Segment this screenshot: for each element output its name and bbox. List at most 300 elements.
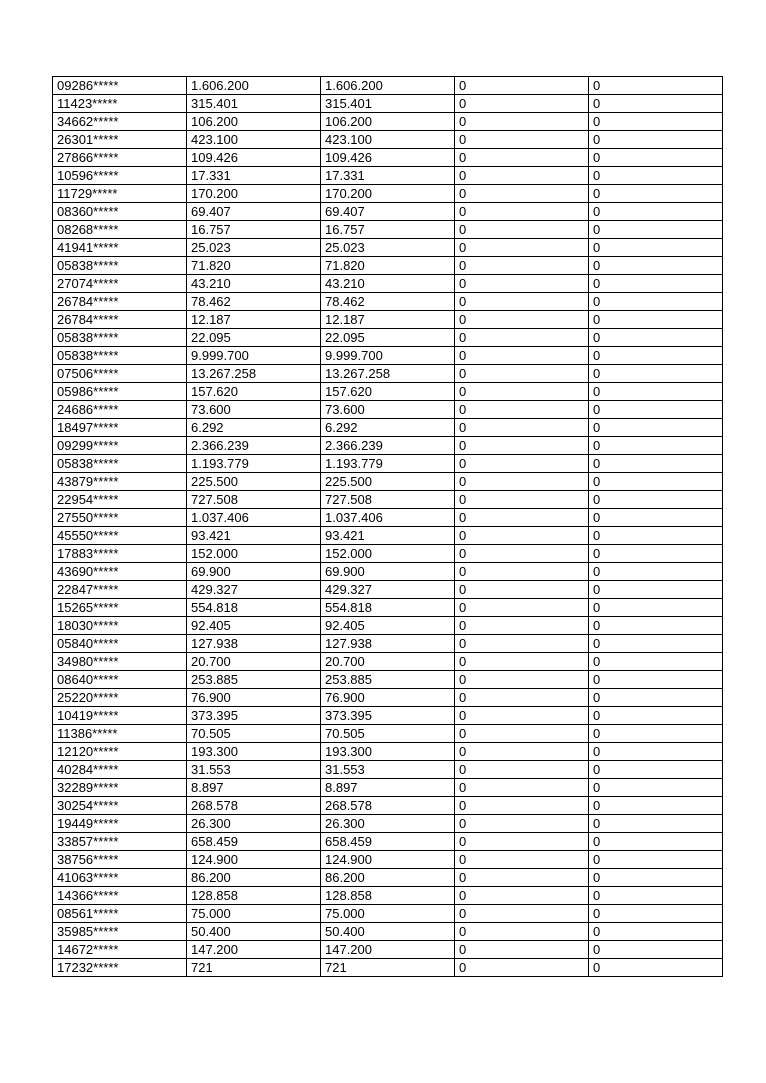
table-row xyxy=(53,617,723,635)
id-cell: 19449***** xyxy=(53,815,187,833)
id-cell: 26301***** xyxy=(53,131,187,149)
amount-cell: 76.900 xyxy=(187,689,321,707)
amount-cell: 93.421 xyxy=(187,527,321,545)
zero-cell-a: 0 xyxy=(455,581,589,599)
amount-repeat-cell: 20.700 xyxy=(321,653,455,671)
zero-cell-b: 0 xyxy=(589,437,723,455)
id-cell: 27866***** xyxy=(53,149,187,167)
amount-cell: 152.000 xyxy=(187,545,321,563)
amount-cell: 147.200 xyxy=(187,941,321,959)
zero-cell-b: 0 xyxy=(589,257,723,275)
amount-repeat-cell: 31.553 xyxy=(321,761,455,779)
amount-cell: 8.897 xyxy=(187,779,321,797)
id-cell: 12120***** xyxy=(53,743,187,761)
zero-cell-b: 0 xyxy=(589,95,723,113)
zero-cell-b: 0 xyxy=(589,545,723,563)
table-row xyxy=(53,887,723,905)
table-row xyxy=(53,419,723,437)
zero-cell-a: 0 xyxy=(455,221,589,239)
zero-cell-b: 0 xyxy=(589,113,723,131)
id-cell: 18030***** xyxy=(53,617,187,635)
amount-repeat-cell: 25.023 xyxy=(321,239,455,257)
zero-cell-b: 0 xyxy=(589,293,723,311)
zero-cell-a: 0 xyxy=(455,239,589,257)
zero-cell-b: 0 xyxy=(589,869,723,887)
zero-cell-a: 0 xyxy=(455,437,589,455)
amount-cell: 31.553 xyxy=(187,761,321,779)
zero-cell-b: 0 xyxy=(589,959,723,977)
zero-cell-b: 0 xyxy=(589,779,723,797)
id-cell: 41941***** xyxy=(53,239,187,257)
zero-cell-a: 0 xyxy=(455,491,589,509)
amount-cell: 124.900 xyxy=(187,851,321,869)
id-cell: 05986***** xyxy=(53,383,187,401)
id-cell: 07506***** xyxy=(53,365,187,383)
zero-cell-b: 0 xyxy=(589,167,723,185)
amount-cell: 22.095 xyxy=(187,329,321,347)
id-cell: 11423***** xyxy=(53,95,187,113)
zero-cell-a: 0 xyxy=(455,545,589,563)
zero-cell-a: 0 xyxy=(455,527,589,545)
zero-cell-a: 0 xyxy=(455,509,589,527)
table-row xyxy=(53,221,723,239)
zero-cell-a: 0 xyxy=(455,203,589,221)
amount-repeat-cell: 92.405 xyxy=(321,617,455,635)
amount-cell: 25.023 xyxy=(187,239,321,257)
zero-cell-b: 0 xyxy=(589,743,723,761)
zero-cell-b: 0 xyxy=(589,725,723,743)
zero-cell-a: 0 xyxy=(455,941,589,959)
zero-cell-a: 0 xyxy=(455,293,589,311)
table-row xyxy=(53,293,723,311)
zero-cell-b: 0 xyxy=(589,401,723,419)
id-cell: 32289***** xyxy=(53,779,187,797)
id-cell: 18497***** xyxy=(53,419,187,437)
amount-repeat-cell: 225.500 xyxy=(321,473,455,491)
id-cell: 30254***** xyxy=(53,797,187,815)
zero-cell-b: 0 xyxy=(589,491,723,509)
zero-cell-b: 0 xyxy=(589,365,723,383)
zero-cell-b: 0 xyxy=(589,941,723,959)
id-cell: 17232***** xyxy=(53,959,187,977)
zero-cell-a: 0 xyxy=(455,311,589,329)
amount-repeat-cell: 70.505 xyxy=(321,725,455,743)
amount-repeat-cell: 69.900 xyxy=(321,563,455,581)
amount-repeat-cell: 157.620 xyxy=(321,383,455,401)
amount-repeat-cell: 16.757 xyxy=(321,221,455,239)
table-row xyxy=(53,401,723,419)
amount-cell: 86.200 xyxy=(187,869,321,887)
zero-cell-a: 0 xyxy=(455,347,589,365)
table-row xyxy=(53,851,723,869)
amount-cell: 2.366.239 xyxy=(187,437,321,455)
id-cell: 34662***** xyxy=(53,113,187,131)
amount-repeat-cell: 73.600 xyxy=(321,401,455,419)
id-cell: 10419***** xyxy=(53,707,187,725)
zero-cell-a: 0 xyxy=(455,797,589,815)
zero-cell-a: 0 xyxy=(455,455,589,473)
id-cell: 11386***** xyxy=(53,725,187,743)
amount-repeat-cell: 8.897 xyxy=(321,779,455,797)
zero-cell-a: 0 xyxy=(455,563,589,581)
table-row xyxy=(53,779,723,797)
table-row xyxy=(53,923,723,941)
zero-cell-a: 0 xyxy=(455,329,589,347)
id-cell: 08268***** xyxy=(53,221,187,239)
zero-cell-a: 0 xyxy=(455,959,589,977)
id-cell: 08640***** xyxy=(53,671,187,689)
amount-cell: 109.426 xyxy=(187,149,321,167)
amount-cell: 658.459 xyxy=(187,833,321,851)
zero-cell-b: 0 xyxy=(589,653,723,671)
zero-cell-a: 0 xyxy=(455,149,589,167)
amount-repeat-cell: 9.999.700 xyxy=(321,347,455,365)
table-row xyxy=(53,473,723,491)
table-row xyxy=(53,833,723,851)
amount-repeat-cell: 727.508 xyxy=(321,491,455,509)
zero-cell-b: 0 xyxy=(589,617,723,635)
amount-repeat-cell: 423.100 xyxy=(321,131,455,149)
zero-cell-b: 0 xyxy=(589,509,723,527)
data-table xyxy=(52,76,723,977)
zero-cell-a: 0 xyxy=(455,419,589,437)
zero-cell-b: 0 xyxy=(589,311,723,329)
amount-repeat-cell: 22.095 xyxy=(321,329,455,347)
amount-repeat-cell: 315.401 xyxy=(321,95,455,113)
amount-cell: 26.300 xyxy=(187,815,321,833)
id-cell: 10596***** xyxy=(53,167,187,185)
id-cell: 14672***** xyxy=(53,941,187,959)
zero-cell-b: 0 xyxy=(589,239,723,257)
table-row xyxy=(53,347,723,365)
amount-cell: 1.193.779 xyxy=(187,455,321,473)
id-cell: 35985***** xyxy=(53,923,187,941)
amount-repeat-cell: 2.366.239 xyxy=(321,437,455,455)
table-row xyxy=(53,131,723,149)
zero-cell-a: 0 xyxy=(455,167,589,185)
table-row xyxy=(53,527,723,545)
amount-cell: 16.757 xyxy=(187,221,321,239)
amount-repeat-cell: 75.000 xyxy=(321,905,455,923)
zero-cell-a: 0 xyxy=(455,689,589,707)
id-cell: 43879***** xyxy=(53,473,187,491)
amount-cell: 73.600 xyxy=(187,401,321,419)
zero-cell-a: 0 xyxy=(455,365,589,383)
table-row xyxy=(53,815,723,833)
id-cell: 09299***** xyxy=(53,437,187,455)
amount-repeat-cell: 268.578 xyxy=(321,797,455,815)
id-cell: 26784***** xyxy=(53,293,187,311)
zero-cell-a: 0 xyxy=(455,671,589,689)
amount-cell: 157.620 xyxy=(187,383,321,401)
zero-cell-b: 0 xyxy=(589,419,723,437)
id-cell: 05838***** xyxy=(53,257,187,275)
id-cell: 08360***** xyxy=(53,203,187,221)
amount-repeat-cell: 50.400 xyxy=(321,923,455,941)
amount-cell: 12.187 xyxy=(187,311,321,329)
id-cell: 26784***** xyxy=(53,311,187,329)
amount-repeat-cell: 93.421 xyxy=(321,527,455,545)
table-row xyxy=(53,581,723,599)
zero-cell-b: 0 xyxy=(589,275,723,293)
zero-cell-b: 0 xyxy=(589,833,723,851)
zero-cell-a: 0 xyxy=(455,383,589,401)
zero-cell-b: 0 xyxy=(589,851,723,869)
zero-cell-b: 0 xyxy=(589,707,723,725)
id-cell: 22847***** xyxy=(53,581,187,599)
zero-cell-a: 0 xyxy=(455,725,589,743)
table-row xyxy=(53,869,723,887)
table-row xyxy=(53,635,723,653)
id-cell: 11729***** xyxy=(53,185,187,203)
zero-cell-b: 0 xyxy=(589,599,723,617)
amount-cell: 92.405 xyxy=(187,617,321,635)
amount-repeat-cell: 71.820 xyxy=(321,257,455,275)
zero-cell-b: 0 xyxy=(589,185,723,203)
zero-cell-b: 0 xyxy=(589,581,723,599)
amount-cell: 170.200 xyxy=(187,185,321,203)
table-row xyxy=(53,599,723,617)
zero-cell-a: 0 xyxy=(455,257,589,275)
table-row xyxy=(53,689,723,707)
amount-cell: 253.885 xyxy=(187,671,321,689)
amount-cell: 315.401 xyxy=(187,95,321,113)
amount-repeat-cell: 43.210 xyxy=(321,275,455,293)
zero-cell-b: 0 xyxy=(589,815,723,833)
zero-cell-b: 0 xyxy=(589,635,723,653)
table-row xyxy=(53,761,723,779)
table-row xyxy=(53,437,723,455)
amount-cell: 373.395 xyxy=(187,707,321,725)
amount-repeat-cell: 13.267.258 xyxy=(321,365,455,383)
amount-repeat-cell: 1.606.200 xyxy=(321,77,455,95)
table-row xyxy=(53,743,723,761)
zero-cell-b: 0 xyxy=(589,905,723,923)
id-cell: 27550***** xyxy=(53,509,187,527)
amount-cell: 193.300 xyxy=(187,743,321,761)
zero-cell-a: 0 xyxy=(455,95,589,113)
table-row xyxy=(53,329,723,347)
table-row xyxy=(53,491,723,509)
id-cell: 05838***** xyxy=(53,329,187,347)
amount-repeat-cell: 128.858 xyxy=(321,887,455,905)
zero-cell-a: 0 xyxy=(455,887,589,905)
amount-cell: 128.858 xyxy=(187,887,321,905)
id-cell: 27074***** xyxy=(53,275,187,293)
amount-repeat-cell: 147.200 xyxy=(321,941,455,959)
zero-cell-b: 0 xyxy=(589,455,723,473)
amount-repeat-cell: 106.200 xyxy=(321,113,455,131)
zero-cell-a: 0 xyxy=(455,77,589,95)
amount-repeat-cell: 429.327 xyxy=(321,581,455,599)
amount-repeat-cell: 86.200 xyxy=(321,869,455,887)
id-cell: 43690***** xyxy=(53,563,187,581)
amount-cell: 225.500 xyxy=(187,473,321,491)
amount-repeat-cell: 109.426 xyxy=(321,149,455,167)
amount-cell: 6.292 xyxy=(187,419,321,437)
table-row xyxy=(53,239,723,257)
zero-cell-b: 0 xyxy=(589,761,723,779)
amount-repeat-cell: 76.900 xyxy=(321,689,455,707)
amount-repeat-cell: 554.818 xyxy=(321,599,455,617)
amount-repeat-cell: 253.885 xyxy=(321,671,455,689)
amount-cell: 1.037.406 xyxy=(187,509,321,527)
zero-cell-a: 0 xyxy=(455,617,589,635)
amount-repeat-cell: 170.200 xyxy=(321,185,455,203)
zero-cell-a: 0 xyxy=(455,113,589,131)
amount-cell: 9.999.700 xyxy=(187,347,321,365)
amount-repeat-cell: 6.292 xyxy=(321,419,455,437)
table-row xyxy=(53,725,723,743)
zero-cell-a: 0 xyxy=(455,779,589,797)
zero-cell-a: 0 xyxy=(455,707,589,725)
id-cell: 25220***** xyxy=(53,689,187,707)
zero-cell-b: 0 xyxy=(589,383,723,401)
table-row xyxy=(53,671,723,689)
amount-repeat-cell: 373.395 xyxy=(321,707,455,725)
amount-cell: 71.820 xyxy=(187,257,321,275)
table-row xyxy=(53,959,723,977)
amount-cell: 43.210 xyxy=(187,275,321,293)
zero-cell-a: 0 xyxy=(455,869,589,887)
amount-cell: 13.267.258 xyxy=(187,365,321,383)
id-cell: 05838***** xyxy=(53,455,187,473)
id-cell: 09286***** xyxy=(53,77,187,95)
id-cell: 05840***** xyxy=(53,635,187,653)
zero-cell-b: 0 xyxy=(589,347,723,365)
id-cell: 40284***** xyxy=(53,761,187,779)
table-row xyxy=(53,311,723,329)
zero-cell-a: 0 xyxy=(455,905,589,923)
table-row xyxy=(53,167,723,185)
amount-cell: 75.000 xyxy=(187,905,321,923)
amount-cell: 1.606.200 xyxy=(187,77,321,95)
amount-repeat-cell: 12.187 xyxy=(321,311,455,329)
zero-cell-a: 0 xyxy=(455,401,589,419)
amount-repeat-cell: 1.037.406 xyxy=(321,509,455,527)
amount-cell: 127.938 xyxy=(187,635,321,653)
table-row xyxy=(53,275,723,293)
amount-cell: 70.505 xyxy=(187,725,321,743)
zero-cell-a: 0 xyxy=(455,473,589,491)
table-row xyxy=(53,545,723,563)
zero-cell-b: 0 xyxy=(589,797,723,815)
zero-cell-b: 0 xyxy=(589,329,723,347)
table-row xyxy=(53,149,723,167)
zero-cell-a: 0 xyxy=(455,833,589,851)
id-cell: 15265***** xyxy=(53,599,187,617)
amount-cell: 69.407 xyxy=(187,203,321,221)
id-cell: 05838***** xyxy=(53,347,187,365)
zero-cell-b: 0 xyxy=(589,149,723,167)
zero-cell-a: 0 xyxy=(455,131,589,149)
id-cell: 33857***** xyxy=(53,833,187,851)
table-row xyxy=(53,905,723,923)
amount-repeat-cell: 26.300 xyxy=(321,815,455,833)
zero-cell-a: 0 xyxy=(455,653,589,671)
table-row xyxy=(53,77,723,95)
zero-cell-b: 0 xyxy=(589,77,723,95)
id-cell: 14366***** xyxy=(53,887,187,905)
zero-cell-a: 0 xyxy=(455,815,589,833)
id-cell: 24686***** xyxy=(53,401,187,419)
amount-cell: 78.462 xyxy=(187,293,321,311)
zero-cell-a: 0 xyxy=(455,761,589,779)
table-row xyxy=(53,257,723,275)
zero-cell-a: 0 xyxy=(455,635,589,653)
zero-cell-b: 0 xyxy=(589,221,723,239)
table-row xyxy=(53,113,723,131)
amount-repeat-cell: 1.193.779 xyxy=(321,455,455,473)
table-row xyxy=(53,563,723,581)
id-cell: 41063***** xyxy=(53,869,187,887)
table-row xyxy=(53,185,723,203)
zero-cell-a: 0 xyxy=(455,923,589,941)
zero-cell-b: 0 xyxy=(589,473,723,491)
amount-cell: 20.700 xyxy=(187,653,321,671)
table-row xyxy=(53,383,723,401)
zero-cell-a: 0 xyxy=(455,851,589,869)
zero-cell-b: 0 xyxy=(589,203,723,221)
zero-cell-b: 0 xyxy=(589,689,723,707)
table-row xyxy=(53,707,723,725)
id-cell: 22954***** xyxy=(53,491,187,509)
amount-repeat-cell: 658.459 xyxy=(321,833,455,851)
zero-cell-b: 0 xyxy=(589,131,723,149)
amount-cell: 423.100 xyxy=(187,131,321,149)
amount-repeat-cell: 124.900 xyxy=(321,851,455,869)
zero-cell-b: 0 xyxy=(589,923,723,941)
table-row xyxy=(53,365,723,383)
amount-cell: 429.327 xyxy=(187,581,321,599)
amount-repeat-cell: 721 xyxy=(321,959,455,977)
zero-cell-a: 0 xyxy=(455,599,589,617)
zero-cell-a: 0 xyxy=(455,185,589,203)
amount-repeat-cell: 78.462 xyxy=(321,293,455,311)
id-cell: 45550***** xyxy=(53,527,187,545)
amount-repeat-cell: 69.407 xyxy=(321,203,455,221)
amount-repeat-cell: 152.000 xyxy=(321,545,455,563)
amount-cell: 727.508 xyxy=(187,491,321,509)
amount-cell: 50.400 xyxy=(187,923,321,941)
amount-cell: 554.818 xyxy=(187,599,321,617)
amount-repeat-cell: 193.300 xyxy=(321,743,455,761)
id-cell: 08561***** xyxy=(53,905,187,923)
table-row xyxy=(53,509,723,527)
zero-cell-b: 0 xyxy=(589,563,723,581)
zero-cell-b: 0 xyxy=(589,887,723,905)
zero-cell-a: 0 xyxy=(455,743,589,761)
table-row xyxy=(53,941,723,959)
amount-repeat-cell: 127.938 xyxy=(321,635,455,653)
amount-cell: 268.578 xyxy=(187,797,321,815)
id-cell: 38756***** xyxy=(53,851,187,869)
table-row xyxy=(53,797,723,815)
amount-cell: 17.331 xyxy=(187,167,321,185)
amount-cell: 721 xyxy=(187,959,321,977)
table-row xyxy=(53,203,723,221)
table-body xyxy=(53,77,723,977)
amount-cell: 69.900 xyxy=(187,563,321,581)
table-row xyxy=(53,653,723,671)
zero-cell-b: 0 xyxy=(589,527,723,545)
amount-repeat-cell: 17.331 xyxy=(321,167,455,185)
id-cell: 34980***** xyxy=(53,653,187,671)
table-row xyxy=(53,95,723,113)
zero-cell-a: 0 xyxy=(455,275,589,293)
amount-cell: 106.200 xyxy=(187,113,321,131)
table-row xyxy=(53,455,723,473)
